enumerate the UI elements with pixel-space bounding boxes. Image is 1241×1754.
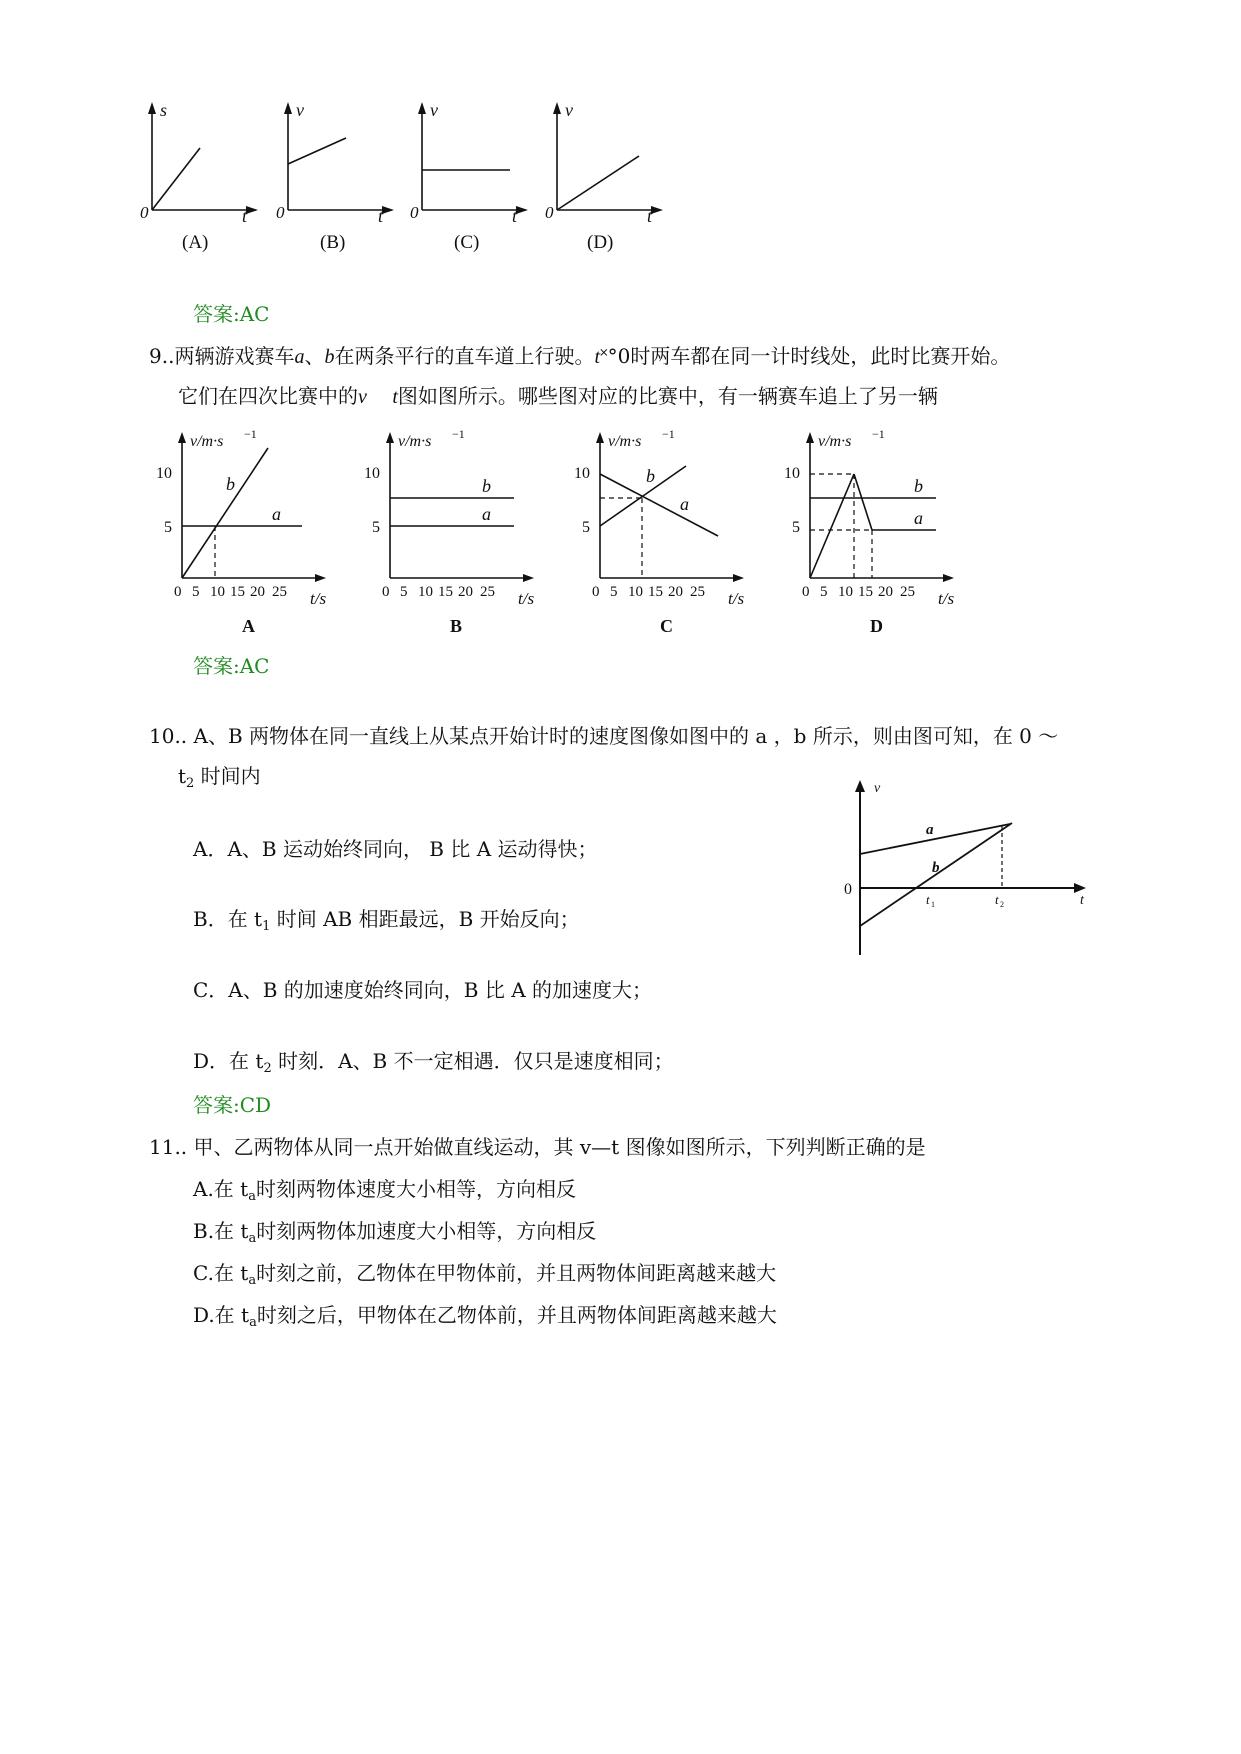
q9-answer: 答案:AC <box>193 654 270 678</box>
q11-option-d: D.在 $t_a$时刻之后，甲物体在乙物体前，并且两物体间距离越来越大 <box>193 1303 777 1330</box>
q11-option-b: B.在 $t_a$时刻两物体加速度大小相等，方向相反 <box>193 1219 597 1246</box>
svg-text:20: 20 <box>668 584 683 600</box>
svg-text:b: b <box>914 476 923 496</box>
svg-text:5: 5 <box>372 519 380 536</box>
graph-8-B-yvar: v <box>296 100 304 120</box>
svg-text:25: 25 <box>480 584 495 600</box>
graph-8-A-label: (A) <box>182 232 209 253</box>
graph-9-A-label: A <box>242 616 255 636</box>
svg-text:v/m·s: v/m·s <box>608 433 642 450</box>
graph-9-D-label: D <box>870 616 883 636</box>
svg-text:5: 5 <box>192 584 200 600</box>
svg-text:25: 25 <box>900 584 915 600</box>
graph-8-B <box>276 100 406 260</box>
svg-text:5: 5 <box>820 584 828 600</box>
graph-8-B-origin: 0 <box>276 203 285 222</box>
q10-option-d: D．在 $t_2$ 时刻．A、B 不一定相遇．仅只是速度相同； <box>193 1049 674 1076</box>
svg-text:−1: −1 <box>872 427 885 441</box>
svg-text:b: b <box>226 474 235 494</box>
svg-text:v/m·s: v/m·s <box>818 433 852 450</box>
q10-answer: 答案:CD <box>193 1093 272 1117</box>
graph-10 <box>840 780 1100 960</box>
graph-9-B-label: B <box>450 616 463 636</box>
svg-text:t/s: t/s <box>938 589 955 608</box>
svg-text:a: a <box>272 504 281 524</box>
svg-text:t: t <box>926 892 930 907</box>
q10-option-a: A．A、B 运动始终同向， B 比 A 运动得快； <box>193 837 598 861</box>
svg-text:5: 5 <box>164 519 172 536</box>
svg-text:b: b <box>482 476 491 496</box>
graph-10-yvar: v <box>874 781 881 796</box>
graph-8-C-origin: 0 <box>410 203 419 222</box>
q9-line-2: 它们在四次比赛中的v t图如图所示。哪些图对应的比赛中，有一辆赛车追上了另一辆 <box>178 384 938 408</box>
svg-text:10: 10 <box>574 465 590 482</box>
svg-text:0: 0 <box>382 584 390 600</box>
svg-text:0: 0 <box>802 584 810 600</box>
svg-text:a: a <box>914 508 923 528</box>
svg-text:25: 25 <box>272 584 287 600</box>
graph-8-D-origin: 0 <box>545 203 554 222</box>
svg-text:10: 10 <box>156 465 172 482</box>
graph-8-A-origin: 0 <box>140 203 149 222</box>
svg-text:10: 10 <box>628 584 643 600</box>
graph-8-D-xvar: t <box>647 206 653 226</box>
q8-answer: 答案:AC <box>193 302 270 326</box>
graph-9-B <box>358 428 548 638</box>
svg-text:10: 10 <box>838 584 853 600</box>
svg-text:15: 15 <box>648 584 663 600</box>
graph-8-B-label: (B) <box>320 232 346 253</box>
graph-10-line-a: a <box>926 822 934 838</box>
q11-number: 11.. <box>149 1135 188 1159</box>
q10-option-c: C．A、B 的加速度始终同向，B 比 A 的加速度大； <box>193 978 653 1002</box>
graph-9-C-label: C <box>660 616 673 636</box>
q10-option-b: B．在 $t_1$ 时间 AB 相距最远，B 开始反向； <box>193 907 580 934</box>
svg-text:2: 2 <box>1000 900 1004 909</box>
svg-text:15: 15 <box>438 584 453 600</box>
q11-option-c: C.在 $t_a$时刻之前，乙物体在甲物体前，并且两物体间距离越来越大 <box>193 1261 777 1288</box>
svg-text:1: 1 <box>931 900 935 909</box>
graph-9-A <box>150 428 340 638</box>
q9-line-1: 9..两辆游戏赛车a、b在两条平行的直车道上行驶。t˟°0时两车都在同一计时线处，此时比赛开始。 <box>149 344 1011 368</box>
graph-8-D <box>545 100 675 260</box>
svg-text:15: 15 <box>858 584 873 600</box>
graph-10-xvar: t <box>1080 893 1084 908</box>
svg-text:v/m·s: v/m·s <box>190 433 224 450</box>
svg-text:15: 15 <box>230 584 245 600</box>
graph-8-D-yvar: v <box>565 100 573 120</box>
svg-text:a: a <box>482 504 491 524</box>
svg-text:10: 10 <box>784 465 800 482</box>
svg-text:b: b <box>646 466 655 486</box>
svg-text:5: 5 <box>792 519 800 536</box>
svg-text:20: 20 <box>250 584 265 600</box>
svg-text:t/s: t/s <box>518 589 535 608</box>
svg-text:0: 0 <box>592 584 600 600</box>
graph-9-C <box>568 428 758 638</box>
svg-text:5: 5 <box>400 584 408 600</box>
graph-8-C-yvar: v <box>430 100 438 120</box>
svg-text:25: 25 <box>690 584 705 600</box>
graph-8-A-xvar: t <box>242 206 248 226</box>
graph-8-A <box>140 100 270 260</box>
svg-text:0: 0 <box>174 584 182 600</box>
svg-text:a: a <box>680 494 689 514</box>
svg-text:t/s: t/s <box>728 589 745 608</box>
graph-8-D-label: (D) <box>587 232 614 253</box>
q10-line-2: $t_2$ 时间内 <box>178 764 261 791</box>
svg-text:t/s: t/s <box>310 589 327 608</box>
svg-text:5: 5 <box>582 519 590 536</box>
svg-text:20: 20 <box>458 584 473 600</box>
q10-number: 10.. <box>149 724 188 748</box>
graph-9-D <box>778 428 968 638</box>
q11-option-a: A.在 $t_a$时刻两物体速度大小相等，方向相反 <box>193 1177 576 1204</box>
svg-text:10: 10 <box>418 584 433 600</box>
graph-10-line-b: b <box>932 860 940 876</box>
graph-8-C-label: (C) <box>454 232 480 253</box>
graph-8-B-xvar: t <box>378 206 384 226</box>
graph-8-A-yvar: s <box>160 100 168 120</box>
svg-text:−1: −1 <box>662 427 675 441</box>
q10-line-1: 10.. A、B 两物体在同一直线上从某点开始计时的速度图像如图中的 a ，b 所示，则由图可知，在 0 ～ <box>149 724 1059 748</box>
q11-line-1: 11.. 甲、乙两物体从同一点开始做直线运动，其 v—t 图像如图所示，下列判断正确的是 <box>149 1135 926 1159</box>
svg-text:−1: −1 <box>244 427 257 441</box>
svg-text:10: 10 <box>210 584 225 600</box>
q9-number: 9.. <box>149 344 175 368</box>
svg-text:10: 10 <box>364 465 380 482</box>
graph-10-origin: 0 <box>844 881 852 898</box>
svg-text:5: 5 <box>610 584 618 600</box>
graph-8-C <box>410 100 540 260</box>
svg-text:t: t <box>995 892 999 907</box>
svg-text:20: 20 <box>878 584 893 600</box>
graph-8-C-xvar: t <box>512 206 518 226</box>
svg-text:−1: −1 <box>452 427 465 441</box>
svg-text:v/m·s: v/m·s <box>398 433 432 450</box>
